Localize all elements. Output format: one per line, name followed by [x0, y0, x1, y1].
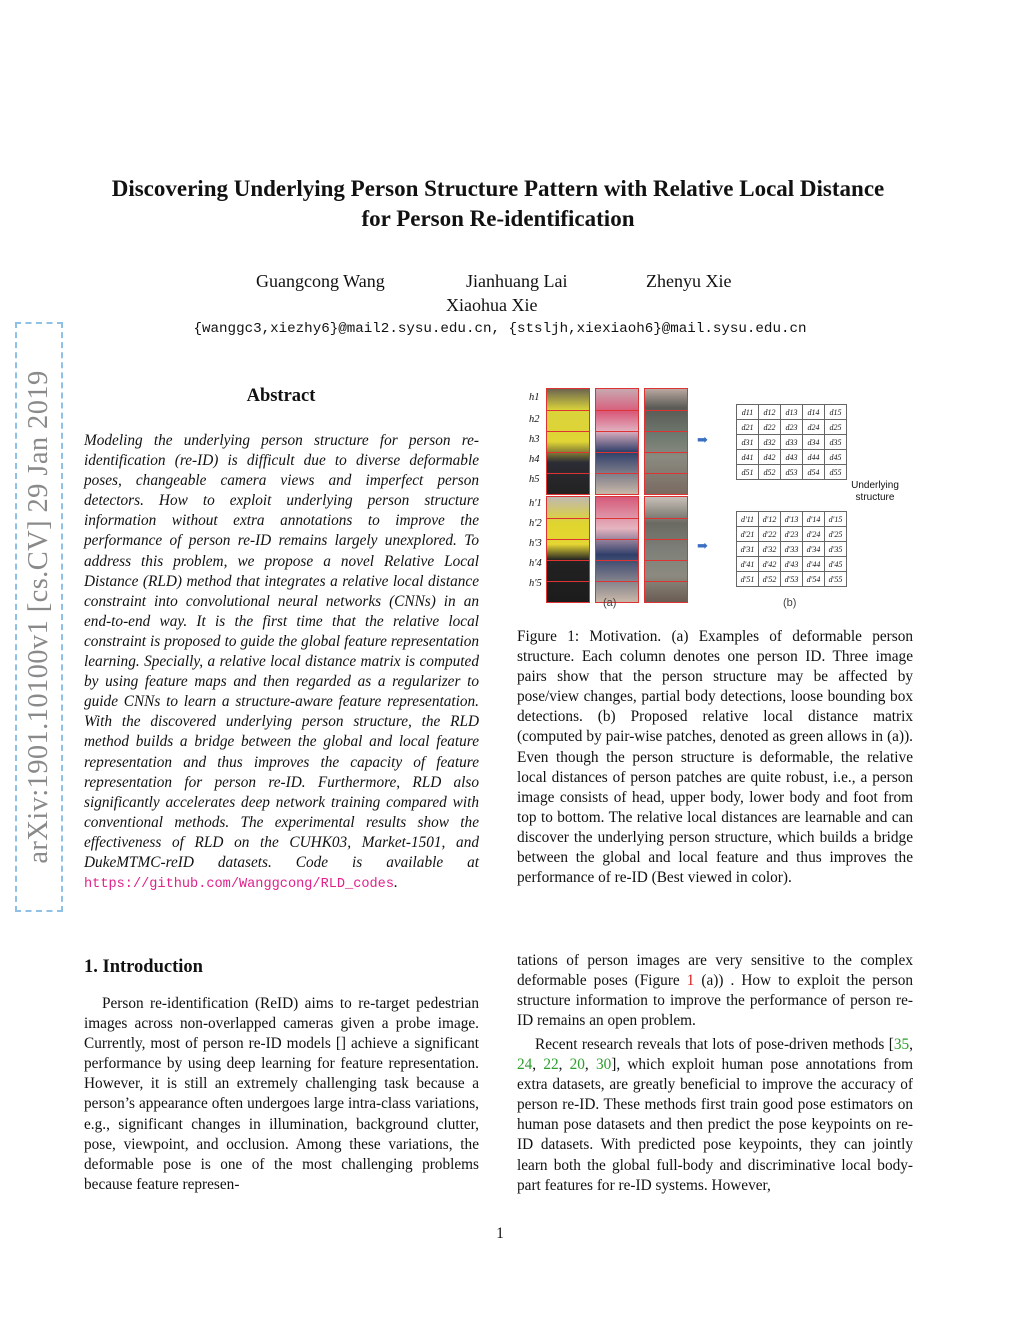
person-image: [644, 496, 688, 603]
author-1: Guangcong Wang: [256, 271, 385, 291]
person-image: [595, 388, 639, 495]
author-4: Xiaohua Xie: [446, 295, 538, 315]
label-h2: h2: [529, 414, 540, 425]
code-link[interactable]: https://github.com/Wanggcong/RLD_codes: [84, 877, 394, 893]
intro-paragraph-2: [517, 951, 913, 1031]
abstract-end: .: [394, 874, 398, 892]
label-hp1: h'1: [529, 498, 542, 509]
citation[interactable]: 24: [517, 1056, 533, 1074]
intro-p2-text-a: tations of person images are very sensitive to the complex deformable poses (Figure: [517, 952, 913, 990]
author-3: Zhenyu Xie: [646, 271, 732, 291]
arrow-icon: ➡: [697, 538, 708, 553]
page-number: 1: [496, 1225, 504, 1242]
person-image: [546, 496, 590, 603]
arrow-icon: ➡: [697, 432, 708, 447]
abstract-body: Modeling the underlying person structure for person re-identification (re-ID) is difficult due to diverse deformable poses, changeable camera views and imperfect person detectors. How to exploit underlying person structure information without extra annotations to improve the performance of person re-ID remains largely unexplored. To address this problem, we propose a novel Relative Local Distance (RLD) method that integrates a relative local distance constraint into convolutional neural networks (CNNs) in an end-to-end way. It is the first time that the relative local constraint is proposed to guide the global feature representation learning. Specially, a relative local distance matrix is computed by using feature maps and then regarded as a regularizer to guide CNNs to learn a structure-aware feature representation. With the discovered underlying person structure, the RLD method builds a bridge between the global and local feature representation and thus improves the capacity of feature representation for person re-ID. Furthermore, RLD also significantly accelerates deep network training compared with conventional methods. The experimental results show the effectiveness of RLD on the CUHK03, Market-1501, and DukeMTMC-reID datasets. Code is available at: [84, 432, 479, 871]
label-hp3: h'3: [529, 538, 542, 549]
citation[interactable]: 20: [569, 1056, 585, 1074]
label-h3: h3: [529, 434, 540, 445]
person-image: [644, 388, 688, 495]
intro-p3-text-b: ], which exploit human pose annotations from extra datasets, are greatly beneficial to improve the accuracy of person re-ID. These methods first train good pose estimators on human pose datasets and then predict the pose keypoints on re-ID datasets. With predicted pose keypoints, they can jointly learn both the global full-body and discriminative local body-part features for re-ID systems. However,: [517, 1056, 914, 1194]
citation[interactable]: 35: [893, 1036, 910, 1053]
abstract-text: [84, 431, 479, 895]
intro-p2-text-b: (a)) . How to exploit the person structure information to improve the performance of person re-ID remains an open problem.: [517, 972, 913, 1030]
subfigure-b-label: (b): [783, 597, 797, 609]
introduction-heading: 1. Introduction: [84, 957, 203, 977]
citation[interactable]: 30: [595, 1056, 612, 1074]
intro-paragraph-3: Recent research reveals that lots of pose-driven methods [35, 24, 22, 20, 30], which exploit human pose annotations from extra datasets, are greatly beneficial to improve the accuracy of person re-ID. These methods first train good pose estimators on human pose datasets and then predict the pose keypoints on re-ID datasets. With predicted pose keypoints, they can jointly learn both the global full-body and discriminative local body-part features for re-ID systems. However,: [517, 1036, 914, 1194]
author-emails: {wanggc3,xiezhy6}@mail2.sysu.edu.cn, {stsljh,xiexiaoh6}@mail.sysu.edu.cn: [193, 321, 807, 337]
label-h5: h5: [529, 474, 540, 485]
distance-matrix-top: d11 d12 d13 d14 d15 d21 d22 d23 d24 d25 d31 d32 d33 d34 d35 d41 d42 d43 d44 d45 d51 d52 d53 d54 d55: [736, 404, 847, 480]
subfigure-a-label: (a): [603, 597, 617, 609]
label-hp2: h'2: [529, 518, 542, 529]
intro-p1-text: Person re-identification (ReID) aims to re-target pedestrian images across non-overlapped cameras given a probe image. Currently, most of person re-ID models [] achieve a significant performance by using deep learning for feature representation. However, it is still an extremely challenging task because a person’s appearance often undergoes large intra-class variations, e.g., significant changes in illumination, background clutter, pose, viewpoint, and occlusion. Among these variations, the deformable pose is one of the most challenging problems because feature represen-: [84, 995, 479, 1193]
label-h4: h4: [529, 454, 540, 465]
intro-paragraph-1: [84, 994, 479, 1195]
figure-1: [517, 384, 917, 614]
abstract-heading: Abstract: [246, 386, 316, 406]
person-image: [546, 388, 590, 495]
figure-reference[interactable]: 1: [686, 972, 695, 990]
label-hp5: h'5: [529, 578, 542, 589]
author-2: Jianhuang Lai: [466, 271, 568, 291]
arxiv-id: arXiv:1901.10100v1 [cs.CV] 29 Jan 2019: [23, 370, 54, 864]
person-image: [595, 496, 639, 603]
underlying-structure-label: Underlying structure: [851, 480, 899, 503]
arxiv-sidebar: [15, 322, 63, 912]
distance-matrix-bottom: d'11 d'12 d'13 d'14 d'15 d'21 d'22 d'23 d'24 d'25 d'31 d'32 d'33 d'34 d'35 d'41 d'42 d'43 d'44 d'45 d'51 d'52 d'53 d'54 d'55: [736, 511, 847, 587]
title-line-2: for Person Re-identification: [361, 206, 635, 231]
citation[interactable]: 22: [543, 1056, 559, 1074]
paper-title: [60, 174, 936, 234]
title-line-1: Discovering Underlying Person Structure Pattern with Relative Local Distance: [111, 176, 885, 201]
figure-1-caption: Figure 1: Motivation. (a) Examples of deformable person structure. Each column denotes one person ID. Three image pairs show that the person structure may be affected by pose/view changes, partial body detections, loose bounding box detections. (b) Proposed relative local distance matrix (computed by pair-wise patches, denoted as green allows in (a)). Even though the person structure is deformable, the relative local distances of person patches are quite robust, i.e., a person image consists of head, upper body, lower body and foot from top to bottom. The relative local distances are learnable and can discover the underlying person structure, which builds a bridge between the global and local feature and thus improves the performance of re-ID (Best viewed in color).: [517, 628, 913, 887]
label-h1: h1: [529, 392, 540, 403]
label-hp4: h'4: [529, 558, 542, 569]
intro-p3-text-a: Recent research reveals that lots of pose-driven methods [: [535, 1036, 894, 1053]
